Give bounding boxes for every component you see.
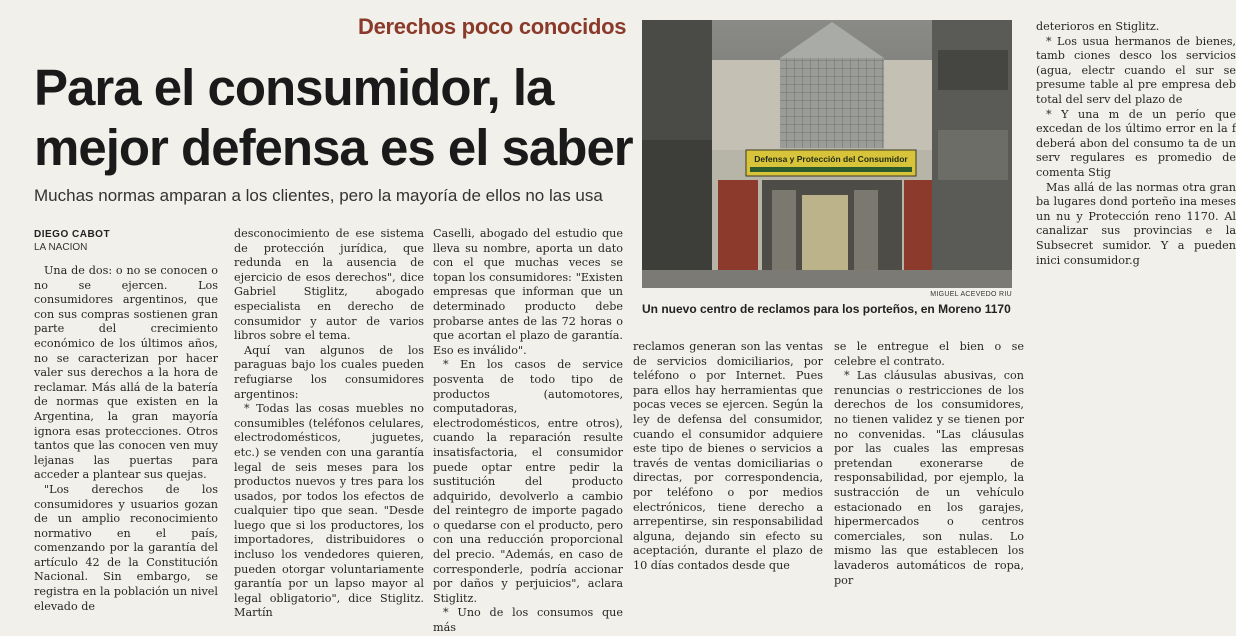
paragraph: * Las cláusulas abusivas, con renuncias o restricciones de los derechos de los consumidores, no tienen validez y se tienen por no convenidas. "Las cláusulas por las cuales las empresas pretendan exonerarse de responsabilidad, por ejemplo, la sustracción de un vehículo estacionado en los garajes, hipermercados o centros comerciales, son nulas. Lo mismo las que establecen los lavaderos automáticos de ropa, por — [834, 369, 1024, 587]
byline-author: DIEGO CABOT — [34, 229, 111, 240]
paragraph: deterioros en Stiglitz. — [1036, 20, 1160, 33]
storefront-sign-text: Defensa y Protección del Consumidor — [754, 154, 908, 164]
subhead: Muchas normas amparan a los clientes, pero la mayoría de ellos no las usa — [34, 186, 603, 205]
photo-caption: Un nuevo centro de reclamos para los porteños, en Moreno 1170 — [642, 302, 1011, 316]
paragraph: Aquí van algunos de los paraguas bajo los cuales pueden refugiarse los consumidores argentinos: — [234, 343, 424, 401]
article-column-6-cropped — [1036, 20, 1236, 520]
paragraph: * Y una m de un perío que excedan de los último error en la f deberá abon del consumo ta de un serv regulares es promedio de comenta Stig — [1036, 107, 1236, 179]
paragraph: * Uno de los consumos que más — [433, 606, 623, 635]
paragraph: * Todas las cosas muebles no consumibles (teléfonos celulares, electrodomésticos, juguetes, etc.) se venden con una garantía legal de seis meses para los productos nuevos y tres para los usados, por todos los efectos de cualquier tipo que sean. "Desde luego que si los productores, los importadores, distribuidores o incluso los vendedores quieren, pueden otorgar voluntariamente garantía por un lapso mayor al legal obligatorio", dice Stiglitz. Martín — [234, 402, 424, 620]
article-column-2 — [234, 227, 424, 620]
article-column-3 — [433, 227, 623, 635]
kicker: Derechos poco conocidos — [358, 14, 627, 39]
paragraph: reclamos generan son las ventas de servicios domiciliarios, por teléfono o por Internet. Pues para ellos hay herramientas que pocas veces se ejercen. Según la ley de defensa del consumidor, cuando el consumidor adquiere este tipo de bienes o servicios a través de ventas domiciliarias o directas, por correspondencia, por teléfono o por medios electrónicos, tiene derecho a arrepentirse, sin responsabilidad alguna, dejando sin efecto su aceptación, durante el plazo de 10 días contados desde que — [633, 340, 823, 572]
paragraph: * En los casos de service posventa de todo tipo de productos (automotores, computadoras, electrodomésticos, entre otros), cuando la reparación resulte insatisfactoria, el consumidor puede optar entre pedir la sustitución del producto adquirido, devolverlo a cambio del reintegro de importe pagado o quedarse con el producto, pero con una reducción proporcional del precio. "Además, en caso de corresponderle, podría accionar por daños y perjuicios", aclara Stiglitz. — [433, 358, 623, 605]
paragraph: se le entregue el bien o se celebre el contrato. — [834, 340, 1024, 368]
article-column-5 — [834, 340, 1024, 587]
paragraph: Caselli, abogado del estudio que lleva su nombre, aporta un dato con el que muchas veces se topan los consumidores: "Existen empresas que informan que un determinado producto debe probarse antes de las 72 horas o que acortan el plazo de garantía. Eso es inválido". — [433, 227, 623, 357]
headline-line-2: mejor defensa es el saber — [34, 119, 633, 176]
paragraph: "Los derechos de los consumidores y usuarios gozan de un amplio reconocimiento normativo en el país, comenzando por la garantía del artículo 42 de la Constitución Nacional. Sin embargo, se registra en la población un nivel elevado de — [34, 482, 218, 613]
headline-line-1: Para el consumidor, la — [34, 59, 554, 116]
paragraph: Mas allá de las normas otra gran ba lugares dond porteño ina meses un nu y Protección reno 1170. Al canalizar sus provincias e la Subsecret sumidor. Y a pueden inici consumidor.g — [1036, 180, 1236, 267]
storefront-illustration — [642, 20, 1012, 288]
paragraph: * Los usua hermanos de bienes, tamb ciones desco los servicios (agua, electr cuando el sur se presume table al pre empresa deb total del serv del plazo de — [1036, 34, 1236, 106]
storefront-photo — [642, 20, 1012, 288]
headline — [34, 58, 634, 178]
byline-organization: LA NACION — [34, 242, 88, 253]
paragraph: Una de dos: o no se conocen o no se ejercen. Los consumidores argentinos, que con sus compras sostienen gran parte del crecimiento económico de los últimos años, no se caracterizan por hacer valer sus derechos a la hora de reclamar. Más allá de la batería de normas que existen en la Argentina, la gran mayoría ignora esas protecciones. Otros tantos que las conocen ven muy lejanas las puertas para acceder a plantear sus quejas. — [34, 264, 218, 482]
article-column-1 — [34, 264, 218, 613]
article-column-4 — [633, 340, 823, 572]
paragraph: desconocimiento de ese sistema de protección jurídica, que redunda en la ausencia de ejercicio de esos derechos", dice Gabriel Stiglitz, abogado especialista en derecho de consumidor y autor de varios libros sobre el tema. — [234, 227, 424, 343]
photo-credit: MIGUEL ACEVEDO RIU — [930, 291, 1012, 298]
